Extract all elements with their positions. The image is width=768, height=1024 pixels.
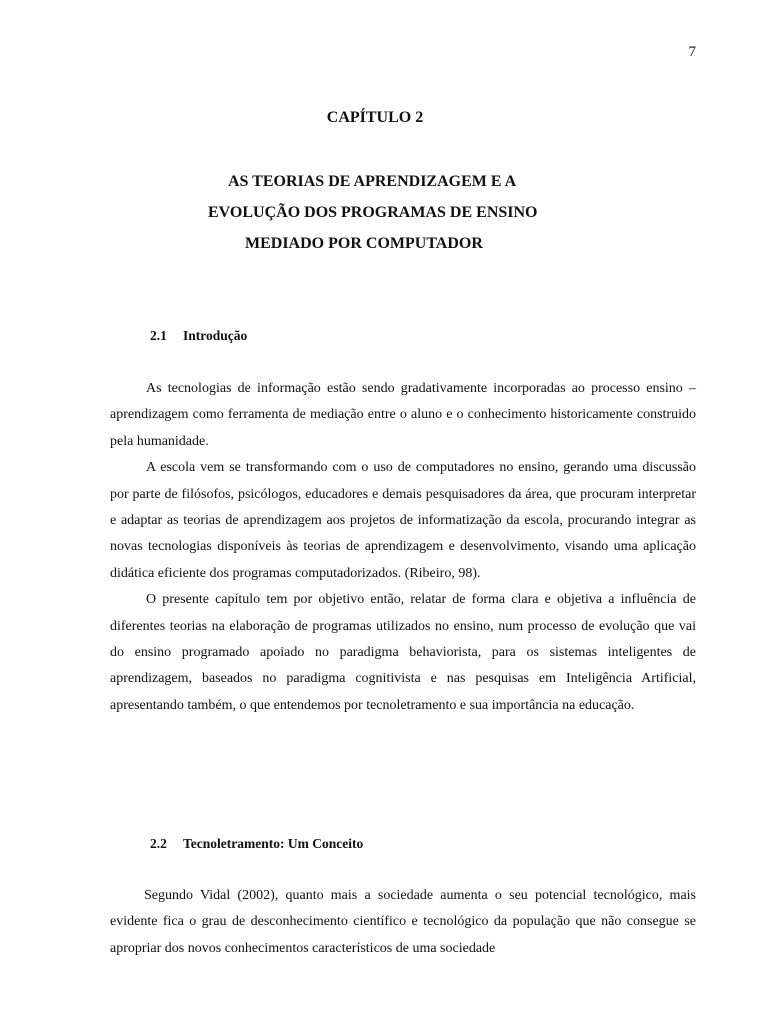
section-number: 2.1 (150, 328, 167, 343)
section-number: 2.2 (150, 836, 167, 851)
section-title: Introdução (183, 328, 248, 343)
section-body (110, 883, 696, 962)
chapter-title-line: AS TEORIAS DE APRENDIZAGEM E A (228, 173, 517, 190)
section-heading (150, 328, 247, 344)
paragraph: O presente capítulo tem por objetivo então, relatar de forma clara e objetiva a influência de diferentes teorias na elaboração de programas utilizados no ensino, num processo de evolução que vai do ensino programado apoiado no paradigma behaviorista, para os sistemas inteligentes de aprendizagem, baseados no paradigma cognitivista e nas pesquisas em Inteligência Artificial, apresentando também, o que entendemos por tecnoletramento e sua importância na educação. (110, 592, 696, 713)
section-title: Tecnoletramento: Um Conceito (183, 836, 364, 851)
paragraph: As tecnologias de informação estão sendo gradativamente incorporadas ao processo ensino – aprendizagem como ferramenta de mediação entre o aluno e o conhecimento historicamente construido pela humanidade. (110, 381, 696, 449)
section-body (110, 376, 696, 719)
paragraph: Segundo Vidal (2002), quanto mais a sociedade aumenta o seu potencial tecnológico, mais evidente fica o grau de desconhecimento científico e tecnológico da população que não consegue se apropriar dos novos conhecimentos característicos de uma sociedade (110, 888, 696, 956)
section-heading (150, 836, 363, 852)
paragraph: A escola vem se transformando com o uso de computadores no ensino, gerando uma discussão por parte de filósofos, psicólogos, educadores e demais pesquisadores da área, que procuram interpretar e adaptar as teorias de aprendizagem aos projetos de informatização da escola, procurando integrar as novas tecnologias disponíveis às teorias de aprendizagem e desenvolvimento, visando uma aplicação didática eficiente dos programas computadorizados. (Ribeiro, 98). (110, 460, 696, 581)
chapter-title-line: MEDIADO POR COMPUTADOR (245, 235, 483, 252)
page-number: 7 (688, 44, 696, 60)
chapter-label: CAPÍTULO 2 (326, 109, 424, 126)
chapter-title-line: EVOLUÇÃO DOS PROGRAMAS DE ENSINO (208, 204, 538, 221)
